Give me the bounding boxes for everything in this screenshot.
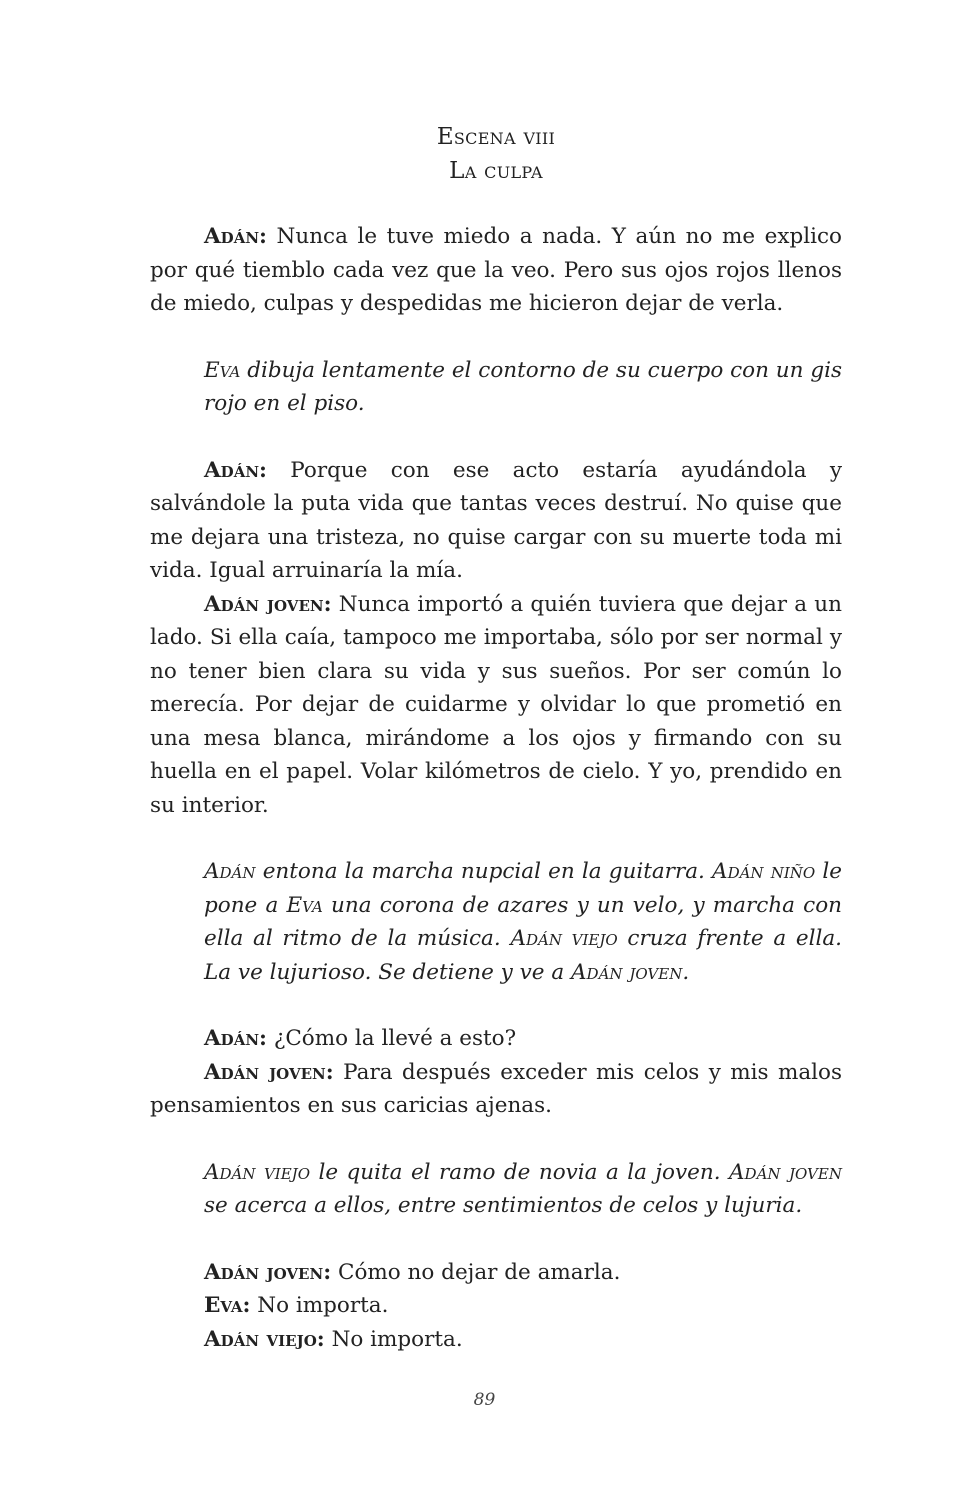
- dialogue-line: [150, 1056, 842, 1123]
- speaker-name: Adán:: [204, 224, 267, 249]
- dialogue-line: [150, 1323, 842, 1357]
- stage-text: entona la marcha nupcial en la guitarra.: [262, 859, 705, 884]
- speaker-name: Adán joven:: [204, 591, 332, 617]
- stage-text: le quita el ramo de novia a la joven.: [318, 1159, 721, 1185]
- character-name: Adán joven: [571, 959, 683, 985]
- dialogue-line: [150, 1022, 842, 1056]
- stage-direction: [150, 354, 842, 421]
- dialogue-line: [150, 1289, 842, 1323]
- speaker-name: Adán:: [204, 1026, 267, 1051]
- dialogue-text: No importa.: [257, 1293, 389, 1318]
- dialogue-text: ¿Cómo la llevé a esto?: [273, 1026, 517, 1051]
- dialogue-line: [150, 588, 842, 823]
- stage-direction: [150, 855, 842, 989]
- scene-heading: [150, 120, 842, 188]
- stage-direction: [150, 1156, 842, 1223]
- speaker-name: Eva:: [204, 1293, 251, 1318]
- character-name: Adán: [204, 859, 256, 884]
- stage-text: dibuja lentamente el contorno de su cuerpo con un gis rojo en el piso.: [204, 357, 842, 416]
- stage-text: .: [682, 959, 690, 985]
- dialogue-line: [150, 1256, 842, 1290]
- character-name: Adán viejo: [510, 926, 618, 951]
- stage-text: una corona de azares y un velo, y marcha con ella al ritmo de la música.: [204, 892, 842, 951]
- dialogue-line: [150, 220, 842, 321]
- character-name: Eva: [204, 357, 241, 383]
- dialogue-text: Nunca importó a quién tuviera que dejar a un lado. Si ella caía, tampoco me importaba, sólo por ser normal y no tener bien clara su vida y sus sueños. Por ser común lo merecía. Por dejar de cuidarme y olvidar lo que prometió en una mesa blanca, mirándome a los ojos y firmando con su huella en el papel. Volar kilómetros de cielo. Y yo, prendido en su interior.: [150, 591, 842, 818]
- speaker-name: Adán joven:: [204, 1059, 334, 1085]
- page-body: [150, 120, 842, 1356]
- character-name: Adán niño: [712, 859, 816, 884]
- stage-text: le pone a: [204, 859, 842, 918]
- stage-text: se acerca a ellos, entre sentimientos de celos y lujuria.: [204, 1193, 803, 1218]
- dialogue-text: Para después exceder mis celos y mis malos pensamientos en sus caricias ajenas.: [150, 1059, 842, 1118]
- character-name: Eva: [286, 892, 323, 918]
- character-name: Adán viejo: [204, 1159, 310, 1185]
- speaker-name: Adán:: [204, 457, 267, 483]
- speaker-name: Adán viejo:: [204, 1326, 325, 1352]
- scene-number: Escena viii: [436, 124, 556, 150]
- stage-text: cruza frente a ella. La ve lujurioso. Se detiene y ve a: [204, 926, 842, 985]
- dialogue-text: Cómo no dejar de amarla.: [338, 1259, 621, 1285]
- dialogue-text: Porque con ese acto estaría ayudándola y salvándole la puta vida que tantas veces destruí. No quise que me dejara una tristeza, no quise cargar con su muerte toda mi vida. Igual arruinaría la mía.: [150, 457, 842, 583]
- dialogue-text: Nunca le tuve miedo a nada. Y aún no me explico por qué tiemblo cada vez que la veo. Pero sus ojos rojos llenos de miedo, culpas y despedidas me hicieron dejar de verla.: [150, 224, 842, 316]
- dialogue-line: [150, 454, 842, 588]
- dialogue-text: No importa.: [331, 1326, 463, 1352]
- page-number: 89: [473, 1390, 496, 1410]
- speaker-name: Adán joven:: [204, 1259, 332, 1285]
- character-name: Adán joven: [729, 1159, 842, 1185]
- scene-title: La culpa: [449, 158, 543, 184]
